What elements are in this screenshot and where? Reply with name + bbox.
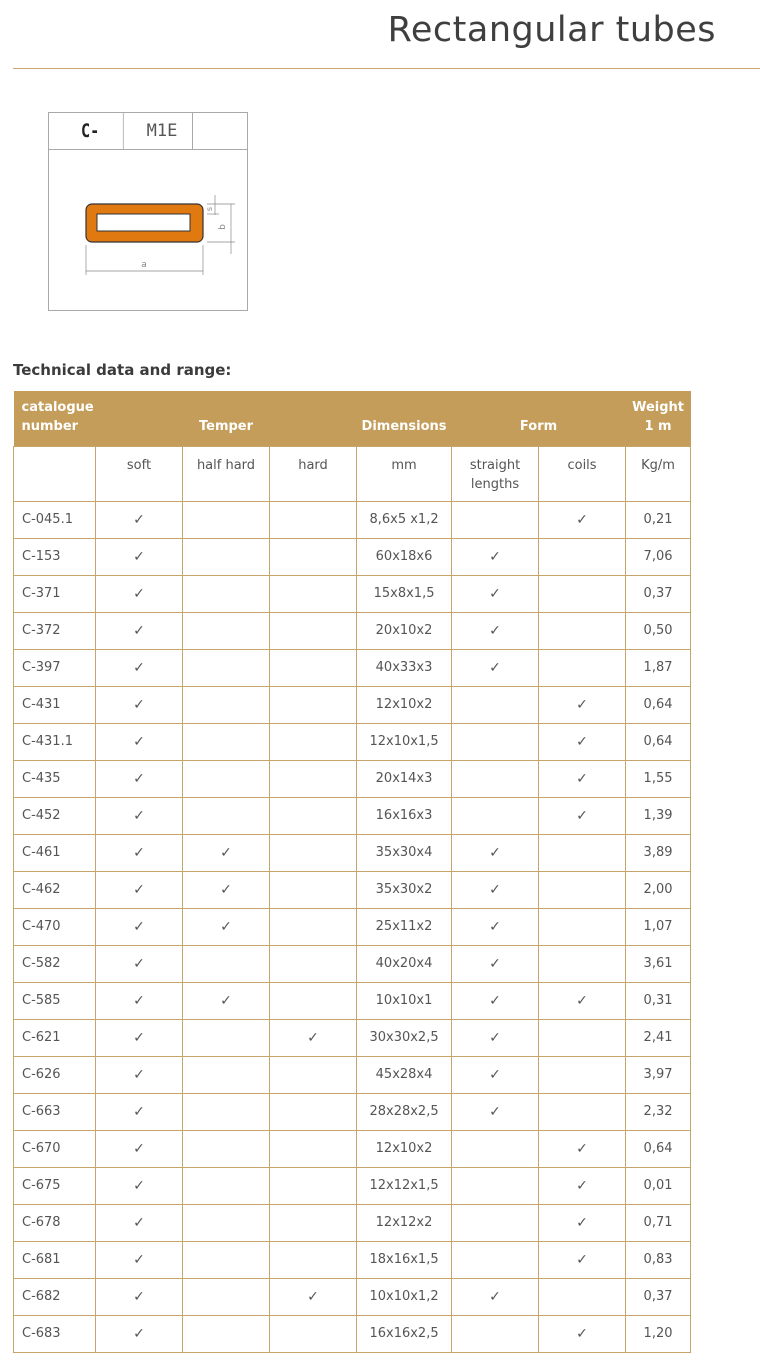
header-temper: Temper	[96, 391, 357, 446]
cell-hard	[270, 945, 357, 982]
checkmark-icon: ✓	[576, 511, 588, 528]
cell-dimensions: 45x28x4	[357, 1056, 452, 1093]
cell-half-hard	[183, 871, 270, 908]
cell-catalogue-number: C-626	[14, 1056, 96, 1093]
checkmark-icon: ✓	[576, 1214, 588, 1231]
cell-straight-lengths	[452, 723, 539, 760]
cell-dimensions: 20x10x2	[357, 612, 452, 649]
cell-soft	[96, 1204, 183, 1241]
table-row	[14, 871, 691, 908]
cell-coils	[539, 1278, 626, 1315]
cell-straight-lengths	[452, 1130, 539, 1167]
cell-hard	[270, 760, 357, 797]
sub-blank	[14, 446, 96, 501]
checkmark-icon: ✓	[489, 1103, 501, 1120]
cell-coils	[539, 1130, 626, 1167]
table-row	[14, 945, 691, 982]
section-heading: Technical data and range:	[13, 361, 232, 379]
cell-dimensions: 10x10x1,2	[357, 1278, 452, 1315]
cell-catalogue-number: C-372	[14, 612, 96, 649]
cell-dimensions: 8,6x5 x1,2	[357, 501, 452, 538]
cell-coils	[539, 945, 626, 982]
cell-half-hard	[183, 1241, 270, 1278]
cell-half-hard	[183, 1056, 270, 1093]
cell-coils	[539, 908, 626, 945]
cell-coils	[539, 797, 626, 834]
cell-soft	[96, 1278, 183, 1315]
cell-straight-lengths	[452, 575, 539, 612]
cell-weight: 0,21	[626, 501, 691, 538]
cell-straight-lengths	[452, 1204, 539, 1241]
cell-catalogue-number: C-585	[14, 982, 96, 1019]
cell-weight: 0,01	[626, 1167, 691, 1204]
table-subheader-row	[14, 446, 691, 501]
cell-dimensions: 40x33x3	[357, 649, 452, 686]
tube-inner-hollow	[97, 214, 190, 231]
cell-half-hard	[183, 1315, 270, 1352]
table-row	[14, 982, 691, 1019]
cell-hard	[270, 501, 357, 538]
checkmark-icon: ✓	[576, 733, 588, 750]
cell-soft	[96, 1241, 183, 1278]
sub-soft: soft	[96, 446, 183, 501]
cell-catalogue-number: C-470	[14, 908, 96, 945]
checkmark-icon: ✓	[133, 1066, 145, 1083]
cell-hard	[270, 1278, 357, 1315]
checkmark-icon: ✓	[489, 622, 501, 639]
cell-weight: 1,87	[626, 649, 691, 686]
cell-half-hard	[183, 982, 270, 1019]
cell-straight-lengths	[452, 1019, 539, 1056]
cell-coils	[539, 1167, 626, 1204]
cell-weight: 0,37	[626, 575, 691, 612]
cell-weight: 2,00	[626, 871, 691, 908]
header-weight: Weight 1 m	[626, 391, 691, 446]
diagram-empty-cell	[193, 113, 247, 149]
cell-dimensions: 12x10x2	[357, 686, 452, 723]
checkmark-icon: ✓	[133, 770, 145, 787]
table-row	[14, 501, 691, 538]
cell-coils	[539, 649, 626, 686]
cell-soft	[96, 649, 183, 686]
cell-dimensions: 35x30x4	[357, 834, 452, 871]
cell-coils	[539, 1315, 626, 1352]
cell-half-hard	[183, 575, 270, 612]
cell-hard	[270, 1204, 357, 1241]
cell-catalogue-number: C-675	[14, 1167, 96, 1204]
cell-half-hard	[183, 1130, 270, 1167]
cell-straight-lengths	[452, 612, 539, 649]
cell-straight-lengths	[452, 501, 539, 538]
cell-catalogue-number: C-462	[14, 871, 96, 908]
cell-catalogue-number: C-153	[14, 538, 96, 575]
checkmark-icon: ✓	[576, 1177, 588, 1194]
cell-catalogue-number: C-683	[14, 1315, 96, 1352]
dim-label-a: a	[141, 260, 147, 270]
cell-hard	[270, 612, 357, 649]
cell-straight-lengths	[452, 834, 539, 871]
cell-coils	[539, 760, 626, 797]
cell-straight-lengths	[452, 1241, 539, 1278]
table-row	[14, 538, 691, 575]
cell-hard	[270, 649, 357, 686]
table-row	[14, 1019, 691, 1056]
cell-soft	[96, 612, 183, 649]
cell-dimensions: 30x30x2,5	[357, 1019, 452, 1056]
checkmark-icon: ✓	[576, 1325, 588, 1342]
cell-dimensions: 60x18x6	[357, 538, 452, 575]
cell-coils	[539, 538, 626, 575]
table-row	[14, 1130, 691, 1167]
diagram-header	[49, 113, 247, 150]
sub-straight-lengths: straight lengths	[452, 446, 539, 501]
cell-half-hard	[183, 501, 270, 538]
page-title: Rectangular tubes	[387, 10, 716, 50]
checkmark-icon: ✓	[576, 992, 588, 1009]
cell-dimensions: 12x10x1,5	[357, 723, 452, 760]
cell-coils	[539, 871, 626, 908]
checkmark-icon: ✓	[576, 1140, 588, 1157]
cell-soft	[96, 945, 183, 982]
checkmark-icon: ✓	[133, 511, 145, 528]
dim-label-s: s	[205, 206, 214, 212]
cell-dimensions: 35x30x2	[357, 871, 452, 908]
title-divider	[13, 68, 760, 69]
cell-dimensions: 28x28x2,5	[357, 1093, 452, 1130]
checkmark-icon: ✓	[133, 881, 145, 898]
cell-straight-lengths	[452, 945, 539, 982]
cell-soft	[96, 575, 183, 612]
cell-hard	[270, 1167, 357, 1204]
checkmark-icon: ✓	[576, 1251, 588, 1268]
cell-coils	[539, 686, 626, 723]
sub-hard: hard	[270, 446, 357, 501]
cell-soft	[96, 871, 183, 908]
checkmark-icon: ✓	[489, 881, 501, 898]
table-row	[14, 1093, 691, 1130]
cell-hard	[270, 1093, 357, 1130]
cell-hard	[270, 1315, 357, 1352]
table-row	[14, 760, 691, 797]
table-row	[14, 1315, 691, 1352]
cell-straight-lengths	[452, 760, 539, 797]
cell-weight: 0,31	[626, 982, 691, 1019]
cell-weight: 1,55	[626, 760, 691, 797]
checkmark-icon: ✓	[307, 1029, 319, 1046]
cell-straight-lengths	[452, 538, 539, 575]
cell-soft	[96, 982, 183, 1019]
cell-hard	[270, 1241, 357, 1278]
table-row	[14, 1204, 691, 1241]
profile-diagram	[48, 112, 248, 311]
checkmark-icon: ✓	[307, 1288, 319, 1305]
table-row	[14, 1167, 691, 1204]
cell-half-hard	[183, 1093, 270, 1130]
checkmark-icon: ✓	[133, 1251, 145, 1268]
cell-weight: 0,37	[626, 1278, 691, 1315]
cell-weight: 2,32	[626, 1093, 691, 1130]
cell-half-hard	[183, 1019, 270, 1056]
cell-hard	[270, 797, 357, 834]
cell-catalogue-number: C-670	[14, 1130, 96, 1167]
cell-catalogue-number: C-682	[14, 1278, 96, 1315]
cell-catalogue-number: C-663	[14, 1093, 96, 1130]
cell-catalogue-number: C-678	[14, 1204, 96, 1241]
cell-soft	[96, 1056, 183, 1093]
cell-straight-lengths	[452, 908, 539, 945]
cell-hard	[270, 908, 357, 945]
cell-soft	[96, 538, 183, 575]
cell-hard	[270, 1130, 357, 1167]
table-row	[14, 1056, 691, 1093]
cell-dimensions: 16x16x3	[357, 797, 452, 834]
sub-kg-m: Kg/m	[626, 446, 691, 501]
table-row	[14, 686, 691, 723]
cell-coils	[539, 1204, 626, 1241]
cell-half-hard	[183, 686, 270, 723]
cell-catalogue-number: C-045.1	[14, 501, 96, 538]
cell-weight: 2,41	[626, 1019, 691, 1056]
header-dimensions: Dimensions	[357, 391, 452, 446]
cell-soft	[96, 1167, 183, 1204]
cell-half-hard	[183, 649, 270, 686]
cell-hard	[270, 1019, 357, 1056]
cell-half-hard	[183, 797, 270, 834]
cell-weight: 7,06	[626, 538, 691, 575]
cell-weight: 0,64	[626, 686, 691, 723]
checkmark-icon: ✓	[220, 844, 232, 861]
cell-hard	[270, 834, 357, 871]
cell-half-hard	[183, 612, 270, 649]
cell-coils	[539, 501, 626, 538]
cell-coils	[539, 1241, 626, 1278]
cell-catalogue-number: C-397	[14, 649, 96, 686]
checkmark-icon: ✓	[133, 696, 145, 713]
cell-straight-lengths	[452, 649, 539, 686]
diagram-alloy: M1E	[132, 113, 193, 149]
cell-weight: 1,20	[626, 1315, 691, 1352]
cell-dimensions: 40x20x4	[357, 945, 452, 982]
cell-weight: 0,71	[626, 1204, 691, 1241]
cell-catalogue-number: C-431.1	[14, 723, 96, 760]
checkmark-icon: ✓	[220, 992, 232, 1009]
sub-half-hard: half hard	[183, 446, 270, 501]
checkmark-icon: ✓	[220, 918, 232, 935]
table-row	[14, 834, 691, 871]
table-row	[14, 1241, 691, 1278]
cell-hard	[270, 575, 357, 612]
cell-weight: 3,97	[626, 1056, 691, 1093]
cell-weight: 0,50	[626, 612, 691, 649]
cell-dimensions: 16x16x2,5	[357, 1315, 452, 1352]
checkmark-icon: ✓	[489, 659, 501, 676]
checkmark-icon: ✓	[133, 1103, 145, 1120]
checkmark-icon: ✓	[133, 1288, 145, 1305]
cell-half-hard	[183, 760, 270, 797]
cell-catalogue-number: C-435	[14, 760, 96, 797]
checkmark-icon: ✓	[489, 918, 501, 935]
checkmark-icon: ✓	[489, 1029, 501, 1046]
cell-weight: 3,61	[626, 945, 691, 982]
cell-straight-lengths	[452, 1056, 539, 1093]
checkmark-icon: ✓	[133, 918, 145, 935]
cell-straight-lengths	[452, 1278, 539, 1315]
checkmark-icon: ✓	[489, 1288, 501, 1305]
cell-hard	[270, 686, 357, 723]
tube-cross-section-icon	[49, 151, 247, 311]
cell-soft	[96, 1019, 183, 1056]
checkmark-icon: ✓	[133, 1177, 145, 1194]
header-catalogue-number: catalogue number	[14, 391, 96, 446]
table-row	[14, 1278, 691, 1315]
checkmark-icon: ✓	[489, 585, 501, 602]
cell-soft	[96, 908, 183, 945]
cell-dimensions: 12x10x2	[357, 1130, 452, 1167]
cell-weight: 0,64	[626, 723, 691, 760]
checkmark-icon: ✓	[133, 733, 145, 750]
table-row	[14, 575, 691, 612]
cell-soft	[96, 686, 183, 723]
cell-straight-lengths	[452, 686, 539, 723]
checkmark-icon: ✓	[133, 659, 145, 676]
cell-soft	[96, 501, 183, 538]
checkmark-icon: ✓	[576, 696, 588, 713]
checkmark-icon: ✓	[576, 770, 588, 787]
cell-coils	[539, 1019, 626, 1056]
cell-weight: 1,07	[626, 908, 691, 945]
checkmark-icon: ✓	[133, 1325, 145, 1342]
checkmark-icon: ✓	[133, 1029, 145, 1046]
cell-soft	[96, 760, 183, 797]
cell-soft	[96, 797, 183, 834]
cell-straight-lengths	[452, 1315, 539, 1352]
checkmark-icon: ✓	[133, 585, 145, 602]
checkmark-icon: ✓	[489, 1066, 501, 1083]
checkmark-icon: ✓	[220, 881, 232, 898]
cell-coils	[539, 1093, 626, 1130]
cell-soft	[96, 1130, 183, 1167]
cell-coils	[539, 982, 626, 1019]
cell-catalogue-number: C-452	[14, 797, 96, 834]
cell-catalogue-number: C-461	[14, 834, 96, 871]
checkmark-icon: ✓	[133, 1214, 145, 1231]
cell-half-hard	[183, 1204, 270, 1241]
cell-half-hard	[183, 723, 270, 760]
cell-half-hard	[183, 1278, 270, 1315]
cell-coils	[539, 575, 626, 612]
cell-straight-lengths	[452, 1093, 539, 1130]
cell-coils	[539, 1056, 626, 1093]
table-row	[14, 797, 691, 834]
cell-hard	[270, 723, 357, 760]
checkmark-icon: ✓	[133, 844, 145, 861]
checkmark-icon: ✓	[576, 807, 588, 824]
cell-dimensions: 12x12x1,5	[357, 1167, 452, 1204]
table-header-row	[14, 391, 691, 446]
cell-hard	[270, 1056, 357, 1093]
cell-soft	[96, 723, 183, 760]
checkmark-icon: ✓	[489, 955, 501, 972]
checkmark-icon: ✓	[489, 548, 501, 565]
checkmark-icon: ✓	[133, 1140, 145, 1157]
diagram-code: C-	[57, 113, 123, 149]
cell-coils	[539, 612, 626, 649]
cell-weight: 1,39	[626, 797, 691, 834]
cell-dimensions: 18x16x1,5	[357, 1241, 452, 1278]
cell-catalogue-number: C-621	[14, 1019, 96, 1056]
cell-half-hard	[183, 908, 270, 945]
cell-dimensions: 12x12x2	[357, 1204, 452, 1241]
checkmark-icon: ✓	[133, 548, 145, 565]
cell-half-hard	[183, 538, 270, 575]
cell-weight: 0,83	[626, 1241, 691, 1278]
cell-hard	[270, 982, 357, 1019]
cell-half-hard	[183, 834, 270, 871]
cell-coils	[539, 723, 626, 760]
cell-soft	[96, 1315, 183, 1352]
cell-dimensions: 20x14x3	[357, 760, 452, 797]
cell-dimensions: 25x11x2	[357, 908, 452, 945]
table-row	[14, 723, 691, 760]
cell-catalogue-number: C-582	[14, 945, 96, 982]
sub-mm: mm	[357, 446, 452, 501]
cell-weight: 3,89	[626, 834, 691, 871]
table-body	[14, 501, 691, 1352]
cell-straight-lengths	[452, 871, 539, 908]
cell-half-hard	[183, 1167, 270, 1204]
checkmark-icon: ✓	[133, 992, 145, 1009]
cell-weight: 0,64	[626, 1130, 691, 1167]
cell-dimensions: 10x10x1	[357, 982, 452, 1019]
table-row	[14, 612, 691, 649]
cell-hard	[270, 871, 357, 908]
table-row	[14, 908, 691, 945]
range-table	[13, 391, 691, 1353]
cell-catalogue-number: C-681	[14, 1241, 96, 1278]
cell-catalogue-number: C-431	[14, 686, 96, 723]
cell-straight-lengths	[452, 797, 539, 834]
cell-hard	[270, 538, 357, 575]
checkmark-icon: ✓	[489, 844, 501, 861]
checkmark-icon: ✓	[133, 622, 145, 639]
checkmark-icon: ✓	[489, 992, 501, 1009]
checkmark-icon: ✓	[133, 955, 145, 972]
header-form: Form	[452, 391, 626, 446]
table-row	[14, 649, 691, 686]
sub-coils: coils	[539, 446, 626, 501]
dim-label-b: b	[218, 224, 228, 230]
cell-dimensions: 15x8x1,5	[357, 575, 452, 612]
cell-soft	[96, 834, 183, 871]
cell-coils	[539, 834, 626, 871]
cell-straight-lengths	[452, 1167, 539, 1204]
cell-half-hard	[183, 945, 270, 982]
checkmark-icon: ✓	[133, 807, 145, 824]
cell-catalogue-number: C-371	[14, 575, 96, 612]
cell-soft	[96, 1093, 183, 1130]
cell-straight-lengths	[452, 982, 539, 1019]
